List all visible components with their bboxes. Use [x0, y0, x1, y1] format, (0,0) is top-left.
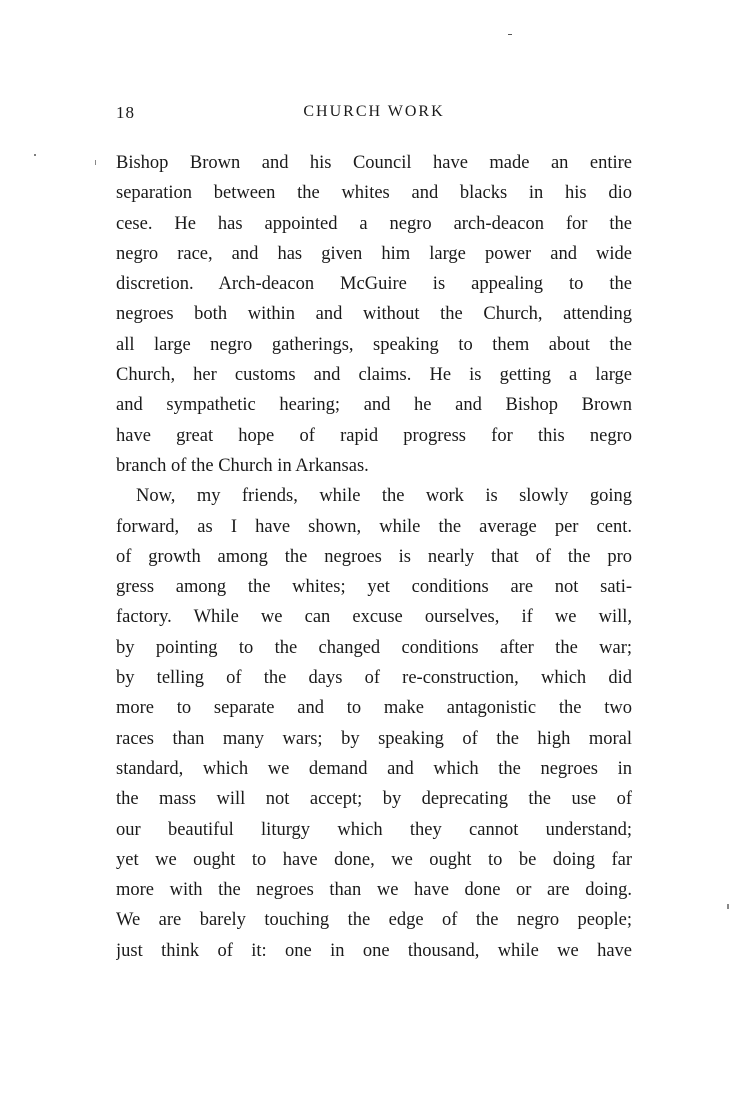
text-line: all large negro gatherings, speaking to them about the [116, 334, 632, 355]
text-line: of growth among the negroes is nearly that of the pro [116, 546, 632, 567]
text-line: Now, my friends, while the work is slowly going [136, 486, 632, 507]
text-line: by pointing to the changed conditions after the war; [116, 637, 632, 658]
text-line: by telling of the days of re-construction, which did [116, 668, 632, 689]
text-line: have great hope of rapid progress for this negro [116, 425, 632, 446]
text-line: the mass will not accept; by deprecating the use of [116, 789, 632, 810]
text-line: our beautiful liturgy which they cannot understand; [116, 819, 632, 840]
text-line: forward, as I have shown, while the average per cent. [116, 516, 632, 537]
text-line: branch of the Church in Arkansas. [116, 455, 369, 476]
text-line: Bishop Brown and his Council have made an entire [116, 153, 632, 173]
text-line: standard, which we demand and which the negroes in [116, 758, 632, 779]
print-speck [508, 34, 512, 35]
body-text [116, 148, 632, 966]
page-header [116, 103, 632, 133]
text-line: more to separate and to make antagonistic the two [116, 698, 632, 719]
print-speck [95, 160, 96, 165]
text-line: Church, her customs and claims. He is getting a large [116, 365, 632, 386]
text-line: cese. He has appointed a negro arch-deacon for the [116, 213, 632, 234]
text-line: just think of it: one in one thousand, while we have [116, 940, 632, 961]
text-line: yet we ought to have done, we ought to be doing far [116, 849, 632, 870]
text-line: factory. While we can excuse ourselves, if we will, [116, 607, 632, 628]
running-head: CHURCH WORK [303, 103, 445, 120]
print-speck [727, 904, 729, 909]
text-line: gress among the whites; yet conditions are not sati- [116, 577, 632, 598]
text-line: and sympathetic hearing; and he and Bishop Brown [116, 395, 632, 416]
text-line: We are barely touching the edge of the negro people; [116, 910, 632, 931]
text-line: discretion. Arch-deacon McGuire is appealing to the [116, 274, 632, 295]
print-speck [34, 154, 36, 156]
text-line: more with the negroes than we have done or are doing. [116, 880, 632, 901]
text-line: negro race, and has given him large power and wide [116, 243, 632, 264]
page-number: 18 [116, 103, 135, 122]
text-line: separation between the whites and blacks in his dio [116, 183, 632, 204]
text-line: negroes both within and without the Church, attending [116, 304, 632, 325]
text-line: races than many wars; by speaking of the high moral [116, 728, 632, 749]
